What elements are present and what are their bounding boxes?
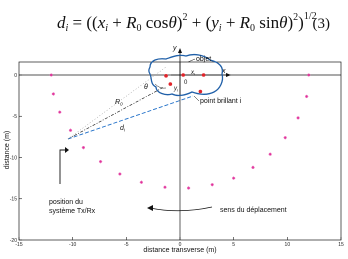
trajectory-point	[69, 129, 72, 132]
y-tick-label: -20	[9, 237, 17, 244]
trajectory-point	[232, 177, 235, 180]
trajectory-point	[307, 73, 310, 76]
x-tick-label: 10	[284, 242, 291, 248]
y-tick-label: -10	[9, 155, 17, 162]
y-tick-label: -15	[9, 196, 17, 203]
trajectory-point	[118, 172, 121, 175]
origin-label: 0	[184, 80, 188, 86]
trajectory-point	[58, 111, 61, 114]
xi-label: $x_i$	[191, 70, 195, 77]
trajectory-point	[251, 166, 254, 169]
trajectory-point	[211, 183, 214, 186]
r0-label: $R_0$	[115, 99, 123, 107]
trajectory-point	[187, 186, 190, 189]
trajectory-point	[82, 146, 85, 149]
position-arrowhead	[65, 147, 69, 153]
objet-label: objet	[196, 56, 212, 63]
ray-di	[68, 96, 193, 139]
x-tick-label: -10	[69, 242, 77, 248]
bright-point	[169, 82, 173, 86]
x-tick-label: -15	[15, 242, 23, 248]
motion-arrow	[150, 207, 212, 211]
bright-point	[164, 74, 168, 78]
point-brillant-label: point brillant i	[200, 98, 242, 105]
trajectory-point	[284, 136, 287, 139]
objet-pointer	[188, 59, 195, 62]
theta-label: θ	[144, 84, 148, 91]
x-axis-label: distance transverse (m)	[143, 247, 217, 254]
position-label-1: position du	[49, 199, 83, 206]
bright-point	[181, 73, 185, 77]
bright-point	[199, 90, 203, 94]
local-y-label: y	[173, 45, 177, 52]
trajectory-point	[163, 186, 166, 189]
motion-arrowhead	[147, 205, 153, 211]
trajectory-point	[50, 73, 53, 76]
equation	[57, 11, 330, 34]
local-x-arrow	[226, 73, 231, 77]
bright-point	[202, 73, 206, 77]
ray-r0	[68, 87, 164, 139]
trajectory-point	[296, 116, 299, 119]
trajectory-point	[269, 153, 272, 156]
trajectory-point	[140, 181, 143, 184]
x-tick-label: 15	[338, 242, 344, 248]
trajectory-point	[99, 160, 102, 163]
x-tick-label: 5	[232, 242, 236, 248]
y-tick-group	[10, 73, 22, 244]
yi-label: $y_i$	[174, 86, 178, 93]
local-y-arrow	[178, 48, 182, 53]
di-label: $d_i$	[120, 125, 125, 133]
y-tick-label: 0	[14, 72, 17, 79]
x-tick-label: -5	[124, 242, 129, 248]
y-tick-label: -5	[12, 114, 17, 121]
y-axis-label: distance (m)	[4, 130, 11, 170]
x-tick-label: 0	[178, 242, 182, 248]
point-brillant-pointer	[194, 96, 199, 101]
local-x-label: x	[222, 68, 226, 75]
position-label-2: système Tx/Rx	[49, 208, 96, 215]
motion-label: sens du déplacement	[220, 207, 287, 214]
trajectory-point	[52, 92, 55, 95]
equation-text: di = ((xi + R0 cosθ)$^2$ + (yi + R0 sinθ)$^2$)$^{1/2}$	[57, 11, 317, 34]
position-pointer	[60, 150, 66, 184]
trajectory-point	[305, 95, 308, 98]
equation-number: (3)	[312, 16, 330, 32]
